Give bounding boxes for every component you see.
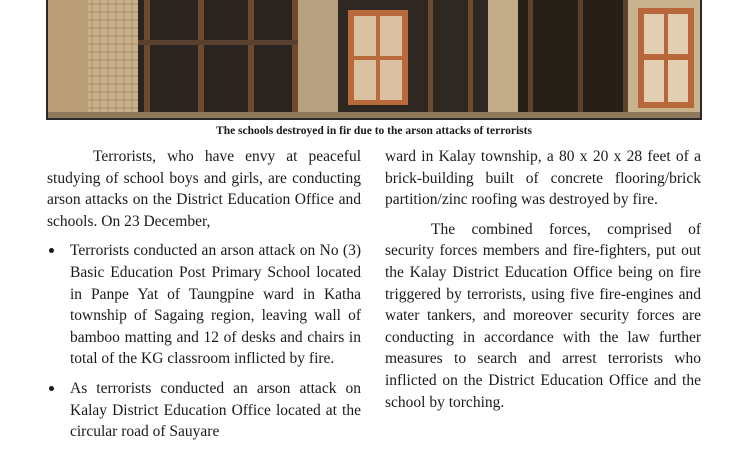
bullet-list xyxy=(47,240,361,442)
continuation-paragraph: ward in Kalay township, a 80 x 20 x 28 feet of a brick-building built of concrete flooring/brick partition/zinc roofing was destroyed by fire. xyxy=(385,148,701,209)
bullet-item-kalay-office: As terrorists conducted an arson attack on Kalay District Education Office located at the circular road of Sauyare xyxy=(47,378,361,443)
burned-school-photo-illustration xyxy=(48,0,702,120)
photo-caption: The schools destroyed in fir due to the arson attacks of terrorists xyxy=(216,125,532,137)
burned-school-photo xyxy=(46,0,702,120)
intro-paragraph: Terrorists, who have envy at peaceful studying of school boys and girls, are conducting arson attacks on the District Education Office and schools. On 23 December, xyxy=(47,148,361,230)
combined-forces-paragraph: The combined forces, comprised of security forces members and fire-fighters, put out the Kalay District Education Office being on fire triggered by terrorists, using five fire-engines and water tankers, and moreover security forces are conducting in accordance with the law further measures to search and arrest terrorists who inflicted on the District Education Office and the school by torching. xyxy=(385,220,701,411)
right-column xyxy=(385,146,701,413)
left-column xyxy=(47,146,361,451)
bullet-item-panpe-school: Terrorists conducted an arson attack on No (3) Basic Education Post Primary School located in Panpe Yat of Taungpine ward in Katha township of Sagaing region, leaving wall of bamboo matting and 12 of desks and chairs in total of the KG classroom inflicted by fire. xyxy=(47,240,361,370)
